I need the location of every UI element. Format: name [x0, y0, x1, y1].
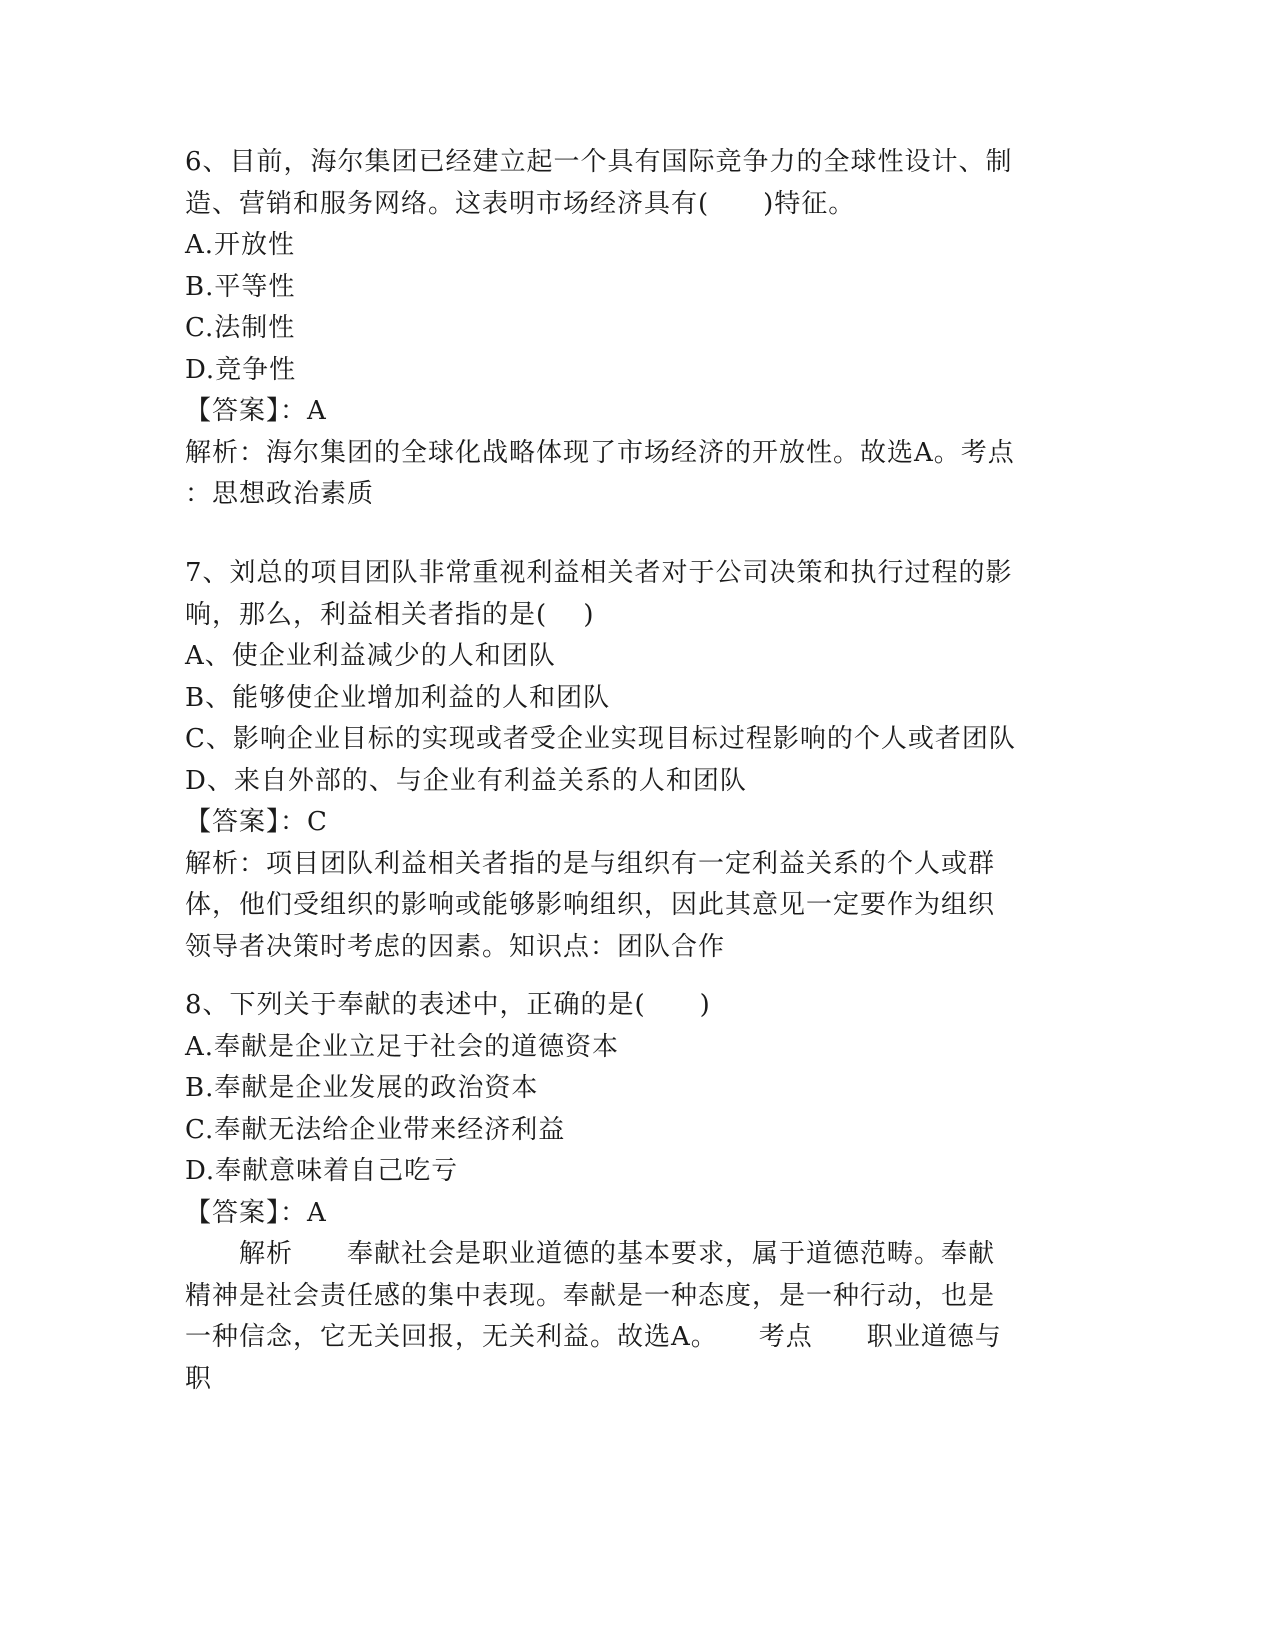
option-a: A.开放性	[185, 230, 296, 260]
question-stem-line: 造、营销和服务网络。这表明市场经济具有( )特征。	[185, 188, 856, 219]
option-c: C.法制性	[185, 313, 296, 343]
question-stem-line: 6、目前，海尔集团已经建立起一个具有国际竞争力的全球性设计、制	[185, 147, 1013, 177]
analysis-line: 职	[185, 1363, 213, 1394]
option-b: B.奉献是企业发展的政治资本	[185, 1073, 539, 1103]
option-d: D.奉献意味着自己吃亏	[185, 1156, 459, 1186]
question-stem-line: 响，那么，利益相关者指的是( )	[185, 599, 595, 630]
question-stem-line: 8、下列关于奉献的表述中，正确的是( )	[185, 990, 711, 1020]
analysis-line: 解析 奉献社会是职业道德的基本要求，属于道德范畴。奉献	[185, 1239, 996, 1269]
answer-line: 【答案】：C	[185, 807, 328, 837]
analysis-line: 体，他们受组织的影响或能够影响组织，因此其意见一定要作为组织	[185, 890, 996, 920]
option-b: B、能够使企业增加利益的人和团队	[185, 682, 611, 713]
analysis-line: 解析：海尔集团的全球化战略体现了市场经济的开放性。故选A。考点	[185, 437, 1015, 468]
option-a: A、使企业利益减少的人和团队	[185, 641, 556, 671]
analysis-line: 解析：项目团队利益相关者指的是与组织有一定利益关系的个人或群	[185, 848, 996, 879]
answer-line: 【答案】：A	[185, 1197, 327, 1228]
option-d: D.竞争性	[185, 354, 297, 385]
analysis-line: 领导者决策时考虑的因素。知识点：团队合作	[185, 931, 726, 962]
analysis-line: ：思想政治素质	[185, 479, 375, 509]
question-6	[185, 142, 1075, 516]
answer-line: 【答案】：A	[185, 396, 327, 426]
analysis-line: 一种信念，它无关回报，无关利益。故选A。 考点 职业道德与	[185, 1322, 1002, 1352]
option-c: C.奉献无法给企业带来经济利益	[185, 1114, 566, 1145]
analysis-line: 精神是社会责任感的集中表现。奉献是一种态度，是一种行动，也是	[185, 1280, 996, 1311]
question-7	[185, 553, 1075, 968]
option-d: D、来自外部的、与企业有利益关系的人和团队	[185, 765, 747, 796]
option-a: A.奉献是企业立足于社会的道德资本	[185, 1031, 620, 1062]
question-stem-line: 7、刘总的项目团队非常重视利益相关者对于公司决策和执行过程的影	[185, 558, 1013, 588]
question-8	[185, 985, 1075, 1400]
option-c: C、影响企业目标的实现或者受企业实现目标过程影响的个人或者团队	[185, 724, 1016, 754]
option-b: B.平等性	[185, 271, 296, 302]
